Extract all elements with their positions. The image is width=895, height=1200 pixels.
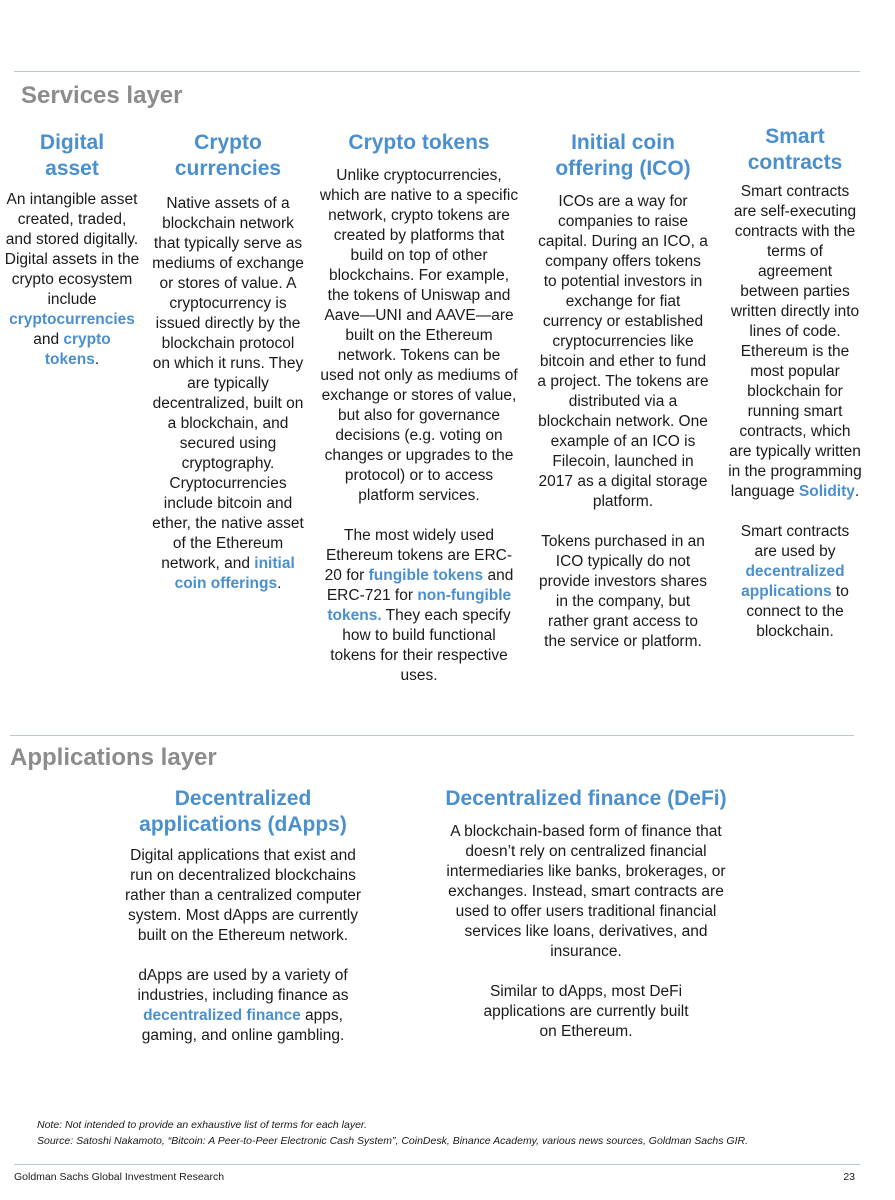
smart-contracts-para1: [728, 182, 862, 502]
digital-asset-body: [4, 190, 140, 370]
middle-divider: [10, 735, 854, 736]
smart-contracts-para1-end: .: [854, 483, 860, 500]
footer-publisher: Goldman Sachs Global Investment Research: [14, 1171, 225, 1183]
smart-contracts-heading: Smart contracts: [747, 125, 843, 174]
crypto-tokens-para2: [319, 526, 519, 686]
initial-coin-offerings-link[interactable]: initial coin offerings: [174, 555, 295, 592]
source-text: Source: Satoshi Nakamoto, “Bitcoin: A Peer-to-Peer Electronic Cash System”, CoinDesk, Binance Academy, various news sources, Goldman Sachs GIR.: [37, 1135, 748, 1147]
dapps-para1: Digital applications that exist and run on decentralized blockchains rather than a centralized computer system. Most dApps are currently built on the Ethereum network.: [124, 847, 362, 944]
applications-layer-title: Applications layer: [10, 744, 217, 771]
decentralized-finance-link[interactable]: decentralized finance: [143, 1007, 301, 1024]
crypto-tokens-column: [319, 130, 519, 686]
crypto-tokens-and-erc721: and ERC-721 for: [326, 567, 514, 604]
dapps-para2: [122, 966, 364, 1046]
dapps-heading: Decentralized applications (dApps): [139, 787, 347, 836]
page-number: 23: [843, 1171, 855, 1183]
crypto-currencies-body: [152, 194, 304, 594]
crypto-tokens-link[interactable]: crypto tokens: [44, 331, 111, 368]
services-layer-title: Services layer: [21, 82, 183, 109]
smart-contracts-para2-end: to connect to the blockchain.: [746, 583, 849, 640]
solidity-link[interactable]: Solidity: [798, 483, 855, 500]
crypto-tokens-heading: Crypto tokens: [348, 131, 490, 154]
dapps-para2-text: dApps are used by a variety of industries, including finance as: [137, 967, 349, 1004]
decentralized-applications-link[interactable]: decentralized applications: [741, 563, 845, 600]
crypto-currencies-period: .: [277, 575, 282, 592]
crypto-tokens-para1: Unlike cryptocurrencies, which are native to a specific network, crypto tokens are created by platforms that build on top of other blockchains. For example, the tokens of Uniswap and Aave—UNI and AAVE—are built on the Ethereum network. Tokens can be used not only as mediums of exchange or stores of value, but also for governance decisions (e.g. voting on changes or upgrades to the protocol) or to access platform services.: [319, 167, 519, 504]
non-fungible-tokens-link[interactable]: non-fungible tokens.: [327, 587, 512, 624]
crypto-currencies-column: [152, 130, 304, 594]
digital-asset-text: An intangible asset created, traded, and stored digitally. Digital assets in the crypto ecosystem include: [4, 191, 140, 308]
defi-para2: Similar to dApps, most DeFi applications are currently built on Ethereum.: [483, 983, 689, 1040]
ico-column: [537, 130, 709, 652]
smart-contracts-para2-text: Smart contracts are used by: [740, 523, 850, 560]
defi-column: [434, 786, 738, 1042]
smart-contracts-para2: [728, 522, 862, 642]
top-divider: [14, 71, 860, 72]
smart-contracts-para1-text: Smart contracts are self-executing contracts with the terms of agreement between parties written directly into lines of code. Ethereum is the most popular blockchain for running smart contracts, which are typically written in the programming language: [728, 183, 862, 500]
fungible-tokens-link[interactable]: fungible tokens: [368, 567, 484, 584]
dapps-column: [122, 786, 364, 1046]
digital-asset-period: .: [94, 351, 100, 368]
crypto-tokens-para2-text: The most widely used Ethereum tokens are ERC-20 for: [324, 527, 513, 584]
digital-asset-heading: Digital asset: [39, 131, 105, 180]
defi-heading: Decentralized finance (DeFi): [445, 787, 727, 810]
crypto-currencies-heading: Crypto currencies: [174, 131, 282, 180]
digital-asset-column: [4, 130, 140, 370]
footer-divider: [14, 1164, 860, 1165]
crypto-tokens-para2-end: They each specify how to build functional tokens for their respective uses.: [330, 607, 511, 684]
ico-para1: ICOs are a way for companies to raise capital. During an ICO, a company offers tokens to potential investors in exchange for fiat currency or established cryptocurrencies like bitcoin and ether to fund a project. The tokens are distributed via a blockchain network. One example of an ICO is Filecoin, launched in 2017 as a digital storage platform.: [537, 193, 709, 510]
defi-para1: A blockchain-based form of finance that doesn’t rely on centralized financial intermediaries like banks, brokerages, or exchanges. Instead, smart contracts are used to offer users traditional financial services like loans, derivatives, and insurance.: [446, 823, 726, 960]
smart-contracts-column: [728, 124, 862, 642]
cryptocurrencies-link[interactable]: cryptocurrencies: [9, 311, 135, 328]
ico-heading: Initial coin offering (ICO): [555, 131, 691, 180]
note-text: Note: Not intended to provide an exhaustive list of terms for each layer.: [37, 1119, 367, 1131]
dapps-para2-end: apps, gaming, and online gambling.: [141, 1007, 345, 1044]
digital-asset-and: and: [33, 331, 60, 348]
crypto-currencies-text: Native assets of a blockchain network that typically serve as mediums of exchange or stores of value. A cryptocurrency is issued directly by the blockchain protocol on which it runs. They are typically decentralized, built on a blockchain, and secured using cryptography. Cryptocurrencies include bitcoin and ether, the native asset of the Ethereum network, and: [152, 195, 304, 572]
ico-para2: Tokens purchased in an ICO typically do not provide investors shares in the company, but rather grant access to the service or platform.: [539, 533, 707, 650]
